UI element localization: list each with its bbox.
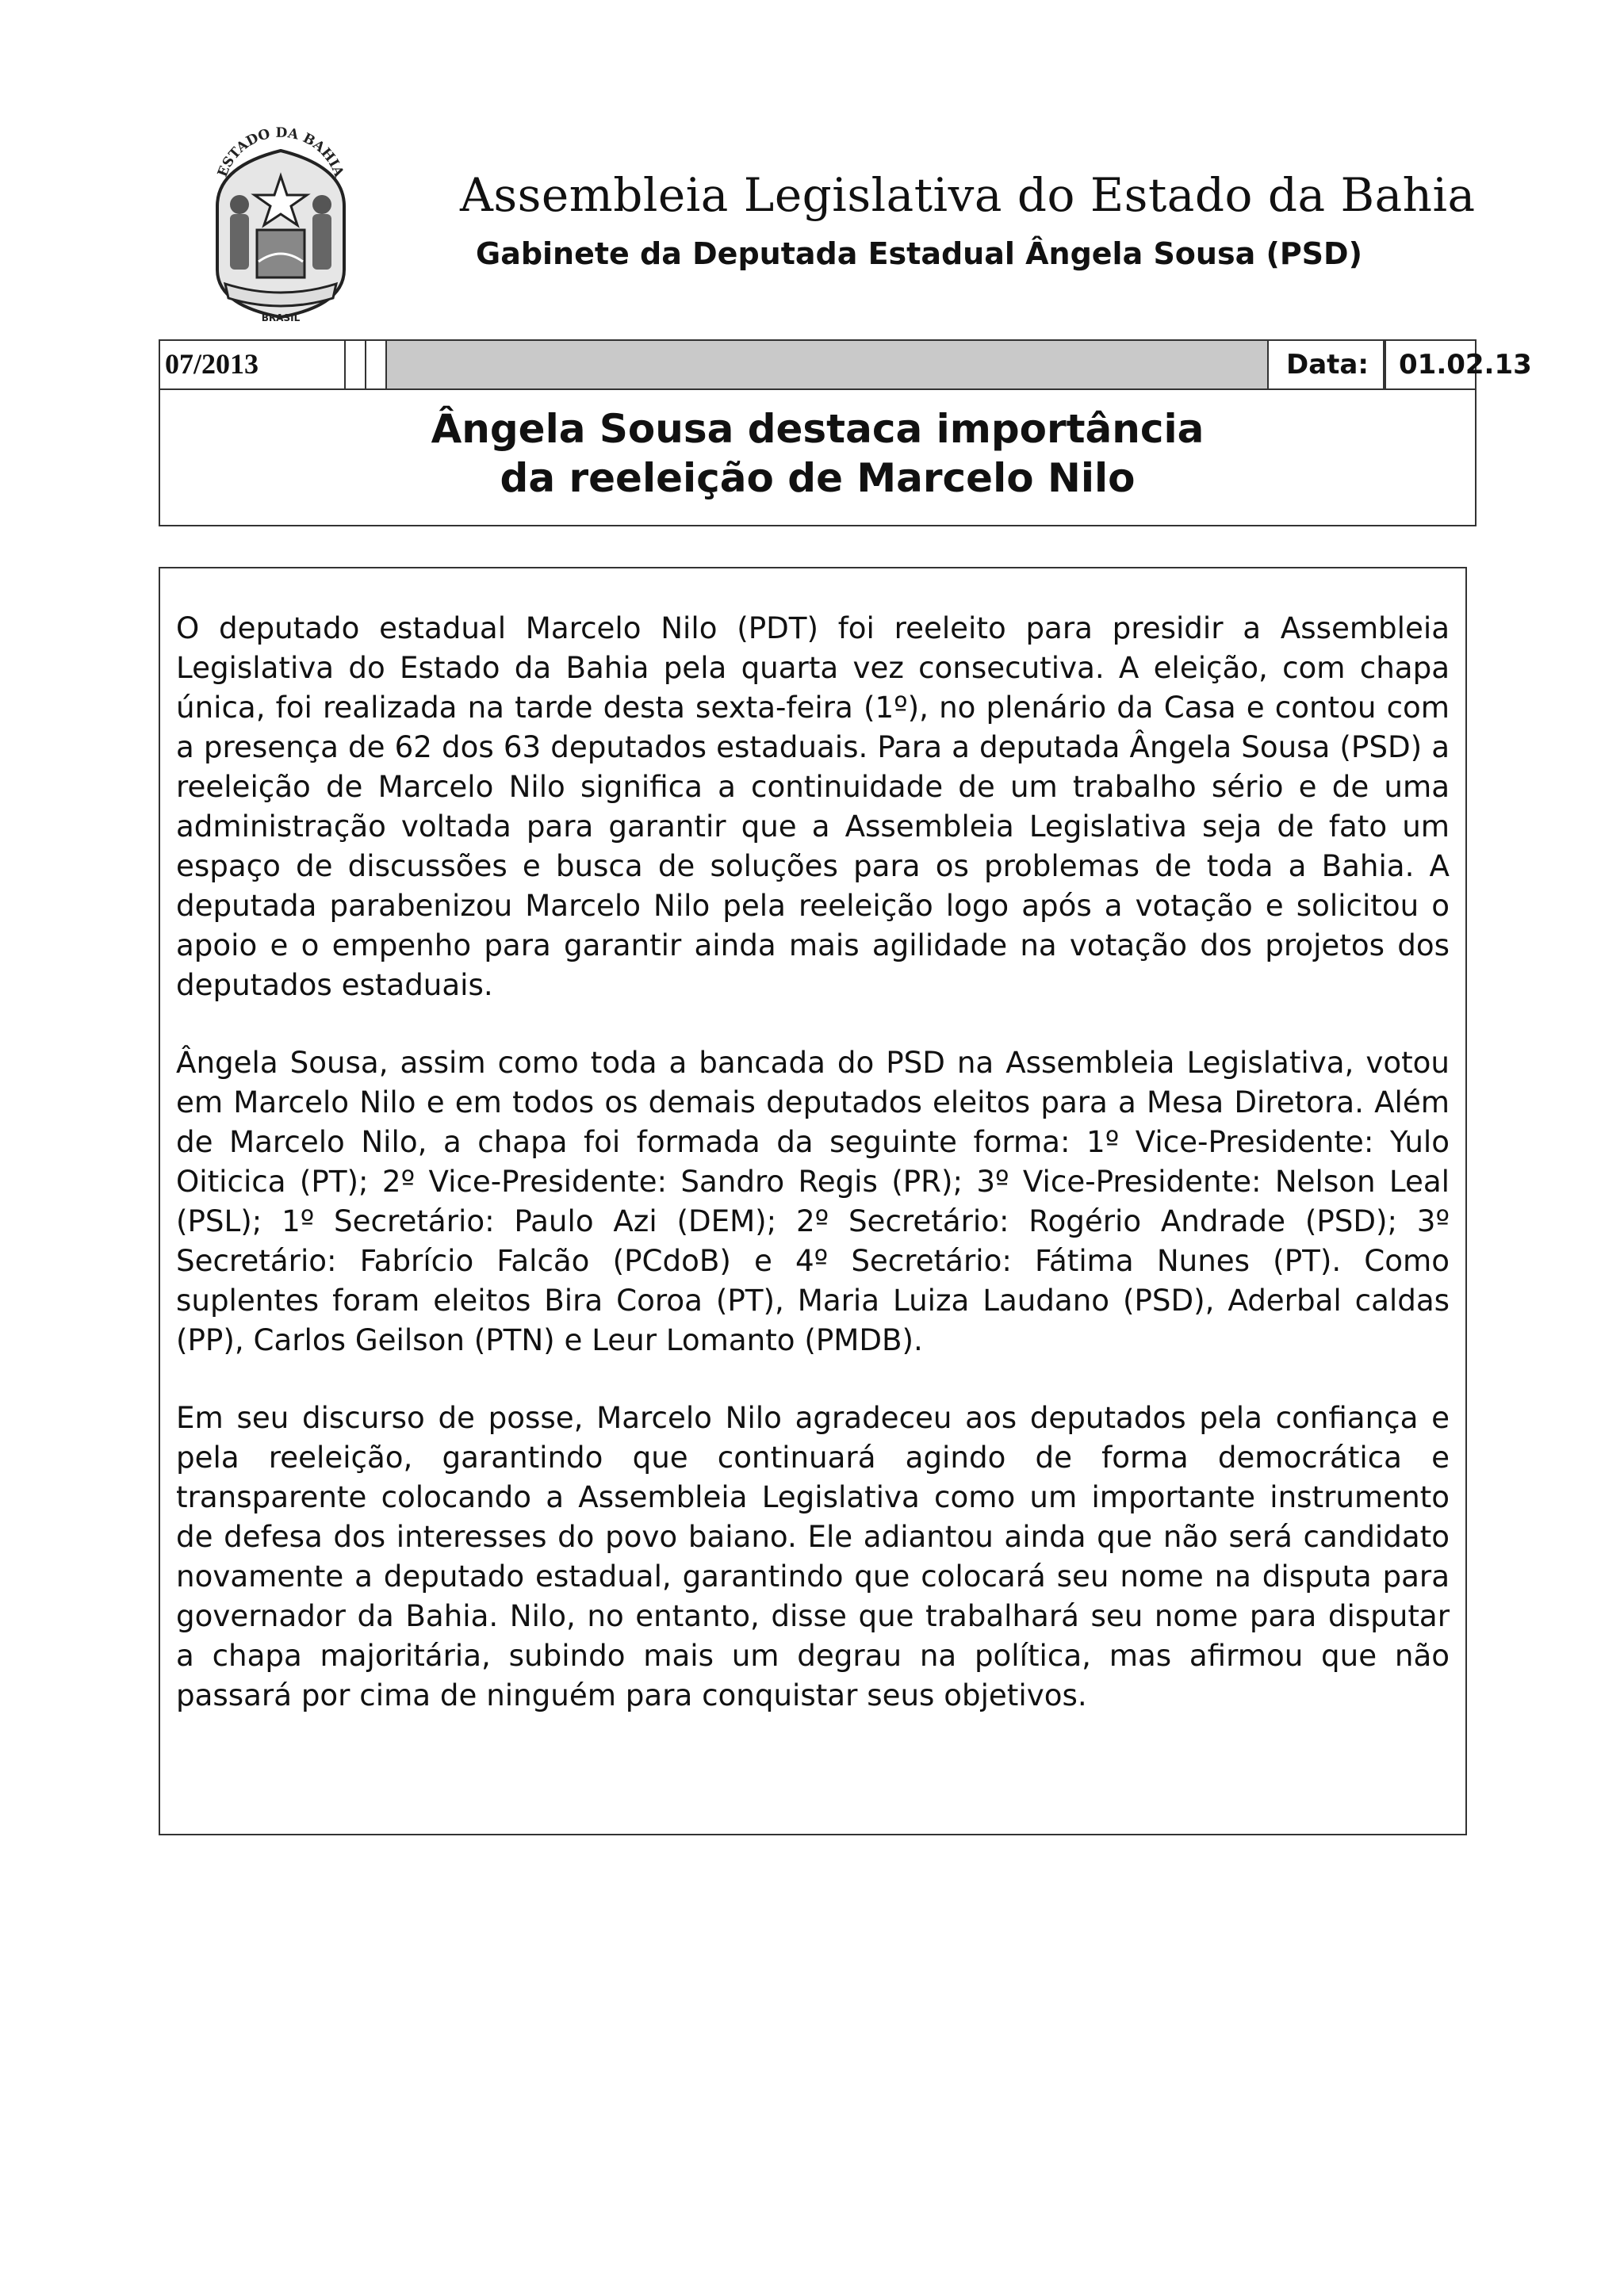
seal-text-bottom: BRASIL	[261, 312, 301, 323]
seal-text-top: ESTADO DA BAHIA	[214, 124, 347, 180]
release-title	[160, 404, 1475, 503]
date-value: 01.02.13	[1385, 341, 1477, 388]
meta-cell-empty	[366, 341, 387, 388]
article-body	[159, 567, 1467, 1835]
page-title: Assembleia Legislativa do Estado da Bahia	[460, 168, 1476, 222]
meta-cell-shaded	[387, 341, 1269, 388]
page-subtitle: Gabinete da Deputada Estadual Ângela Sousa (PSD)	[476, 236, 1362, 271]
coat-of-arms-seal-icon	[193, 119, 368, 325]
body-paragraph: Em seu discurso de posse, Marcelo Nilo agradeceu aos deputados pela confiança e pela reeleição, garantindo que continuará agindo de forma democrática e transparente colocando a Assembleia Legislativa como um importante instrumento de defesa dos interesses do povo baiano. Ele adiantou ainda que não será candidato novamente a deputado estadual, garantindo que colocará seu nome na disputa para governador da Bahia. Nilo, no entanto, disse que trabalhará seu nome para disputar a chapa majoritária, subindo mais um degrau na política, mas afirmou que não passará por cima de ninguém para conquistar seus objetivos.	[176, 1400, 1450, 1712]
release-title-line-2: da reeleição de Marcelo Nilo	[500, 455, 1136, 501]
body-paragraph: O deputado estadual Marcelo Nilo (PDT) foi reeleito para presidir a Assembleia Legislativa do Estado da Bahia pela quarta vez consecutiva. A eleição, com chapa única, foi realizada na tarde desta sexta-feira (1º), no plenário da Casa e contou com a presença de 62 dos 63 deputados estaduais. Para a deputada Ângela Sousa (PSD) a reeleição de Marcelo Nilo significa a continuidade de um trabalho sério e de uma administração voltada para garantir que a Assembleia Legislativa seja de fato um espaço de discussões e busca de soluções para os problemas de toda a Bahia. A deputada parabenizou Marcelo Nilo pela reeleição logo após a votação e solicitou o apoio e o empenho para garantir ainda mais agilidade na votação dos projetos dos deputados estaduais.	[176, 610, 1450, 1002]
body-paragraph: Ângela Sousa, assim como toda a bancada do PSD na Assembleia Legislativa, votou em Marcelo Nilo e em todos os demais deputados eleitos para a Mesa Diretora. Além de Marcelo Nilo, a chapa foi formada da seguinte forma: 1º Vice-Presidente: Yulo Oiticica (PT); 2º Vice-Presidente: Sandro Regis (PR); 3º Vice-Presidente: Nelson Leal (PSL); 1º Secretário: Paulo Azi (DEM); 2º Secretário: Rogério Andrade (PSD); 3º Secretário: Fabrício Falcão (PCdoB) e 4º Secretário: Fátima Nunes (PT). Como suplentes foram eleitos Bira Coroa (PT), Maria Luiza Laudano (PSD), Aderbal caldas (PP), Carlos Geilson (PTN) e Leur Lomanto (PMDB).	[176, 1045, 1450, 1357]
meta-cell-empty	[346, 341, 366, 388]
release-meta-row	[160, 341, 1532, 390]
date-label: Data:	[1269, 341, 1385, 388]
release-title-line-1: Ângela Sousa destaca importância	[431, 406, 1205, 452]
release-header-box	[159, 339, 1532, 526]
release-number: 07/2013	[160, 341, 346, 388]
